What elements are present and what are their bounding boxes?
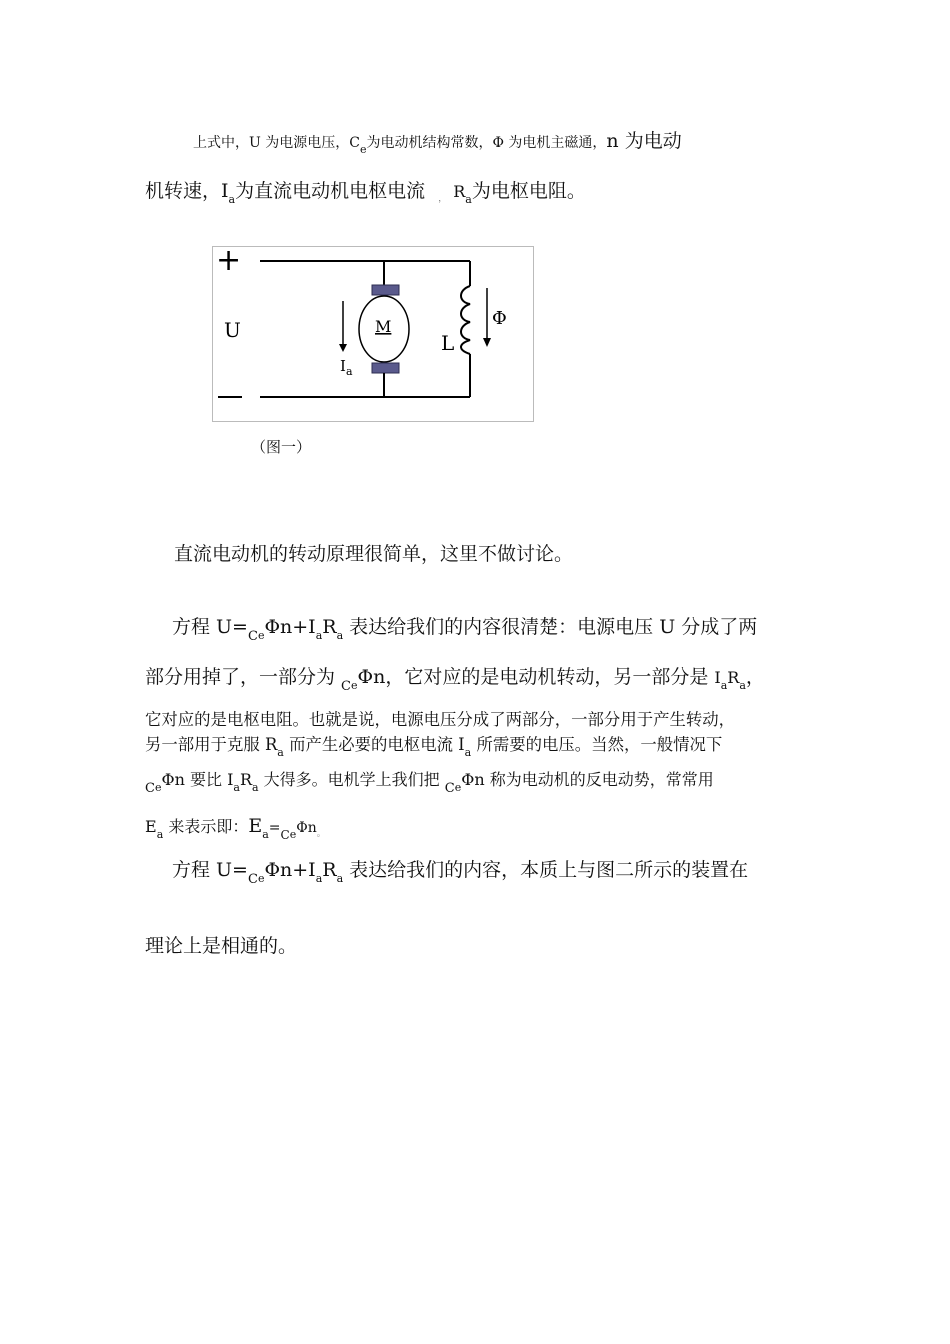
subscript: a <box>315 629 323 642</box>
para3-line6 <box>145 814 326 842</box>
subscript: a <box>228 193 236 206</box>
subscript: e <box>359 143 367 156</box>
para3-line2 <box>145 662 765 694</box>
subscript: a <box>315 872 323 885</box>
text: I <box>714 668 721 687</box>
subscript: a <box>252 781 259 794</box>
text: 方程 U= <box>172 859 248 881</box>
text: 表达给我们的内容，本质上与图二所示的装置在 <box>343 859 749 881</box>
subscript: e <box>351 679 358 692</box>
text: ， <box>438 194 448 204</box>
motor-label: M <box>375 317 392 336</box>
text: 。 <box>316 829 326 839</box>
flux-label: Φ <box>492 308 507 329</box>
subscript: e <box>257 872 265 885</box>
text: R <box>322 616 337 638</box>
para4-line2: 理论上是相通的。 <box>145 935 298 957</box>
text: 部分用掉了，一部分为 <box>145 666 342 688</box>
text: 来表示即： <box>163 817 249 836</box>
plus-terminal: + <box>216 246 242 278</box>
text: 另一部用于克服 R <box>145 735 278 754</box>
text: Φn+I <box>264 859 316 881</box>
text: Φn+I <box>264 616 316 638</box>
para3-line3: 它对应的是电枢电阻。也就是说，电源电压分成了两部分，一部分用于产生转动， <box>145 710 736 729</box>
para1-line1 <box>193 126 682 156</box>
text: C <box>341 679 351 694</box>
subscript: e <box>154 781 162 794</box>
text: C <box>145 781 155 796</box>
subscript: a <box>262 828 269 841</box>
subscript: a <box>156 828 164 841</box>
text: C <box>280 828 290 842</box>
text: C <box>247 629 258 644</box>
text: n 为电动 <box>606 130 682 152</box>
para3-line4 <box>145 731 723 759</box>
text: R <box>322 859 337 881</box>
subscript: a <box>277 746 284 759</box>
text: 上式中，U 为电源电压，C <box>193 135 360 151</box>
text: Φn，它对应的是电动机转动，另一部分是 <box>357 666 715 688</box>
text: R <box>727 668 740 687</box>
text: 大得多。电机学上我们把 <box>258 770 445 789</box>
brush-bottom <box>372 363 399 373</box>
subscript: a <box>336 629 344 642</box>
text: E <box>248 815 263 837</box>
inductor-label: L <box>441 331 455 355</box>
text: Φn 称为电动机的反电动势，常常用 <box>461 770 714 789</box>
text: R <box>239 770 252 789</box>
para4-line1 <box>172 855 749 887</box>
circuit-figure <box>212 246 534 422</box>
text: 为电动机结构常数，Φ 为电机主磁通， <box>366 135 607 151</box>
subscript: a <box>464 746 472 759</box>
para1-line2 <box>145 176 586 206</box>
text: E <box>145 817 157 836</box>
subscript: a <box>233 781 240 794</box>
current-label: $I_a$ <box>340 357 353 378</box>
text: 为直流电动机电枢电流 <box>235 180 426 202</box>
subscript: e <box>289 828 297 841</box>
brush-top <box>372 285 399 295</box>
para3-line1 <box>172 612 758 644</box>
text: Φn <box>296 820 317 836</box>
subscript: e <box>454 781 462 794</box>
text: 方程 U= <box>172 616 248 638</box>
text: 所需要的电压。当然，一般情况下 <box>471 735 723 754</box>
text: 为电枢电阻。 <box>471 180 586 202</box>
text: C <box>247 872 258 887</box>
text: Φn 要比 I <box>161 770 234 789</box>
subscript: a <box>720 679 728 692</box>
para2: 直流电动机的转动原理很简单，这里不做讨论。 <box>174 543 574 565</box>
text: C <box>444 781 455 796</box>
voltage-label-u: U <box>224 318 241 342</box>
text: 而产生必要的电枢电流 I <box>283 735 465 754</box>
subscript: a <box>739 679 746 692</box>
subscript: a <box>336 872 344 885</box>
text: 表达给我们的内容很清楚：电源电压 U 分成了两 <box>343 616 758 638</box>
text: = <box>268 820 281 836</box>
para3-line5 <box>145 767 714 796</box>
text: R <box>453 182 466 201</box>
subscript: a <box>465 193 472 206</box>
text: ， <box>745 666 765 688</box>
figure-caption: （图一） <box>251 438 312 456</box>
subscript: e <box>257 629 265 642</box>
text: 机转速，I <box>145 180 229 202</box>
